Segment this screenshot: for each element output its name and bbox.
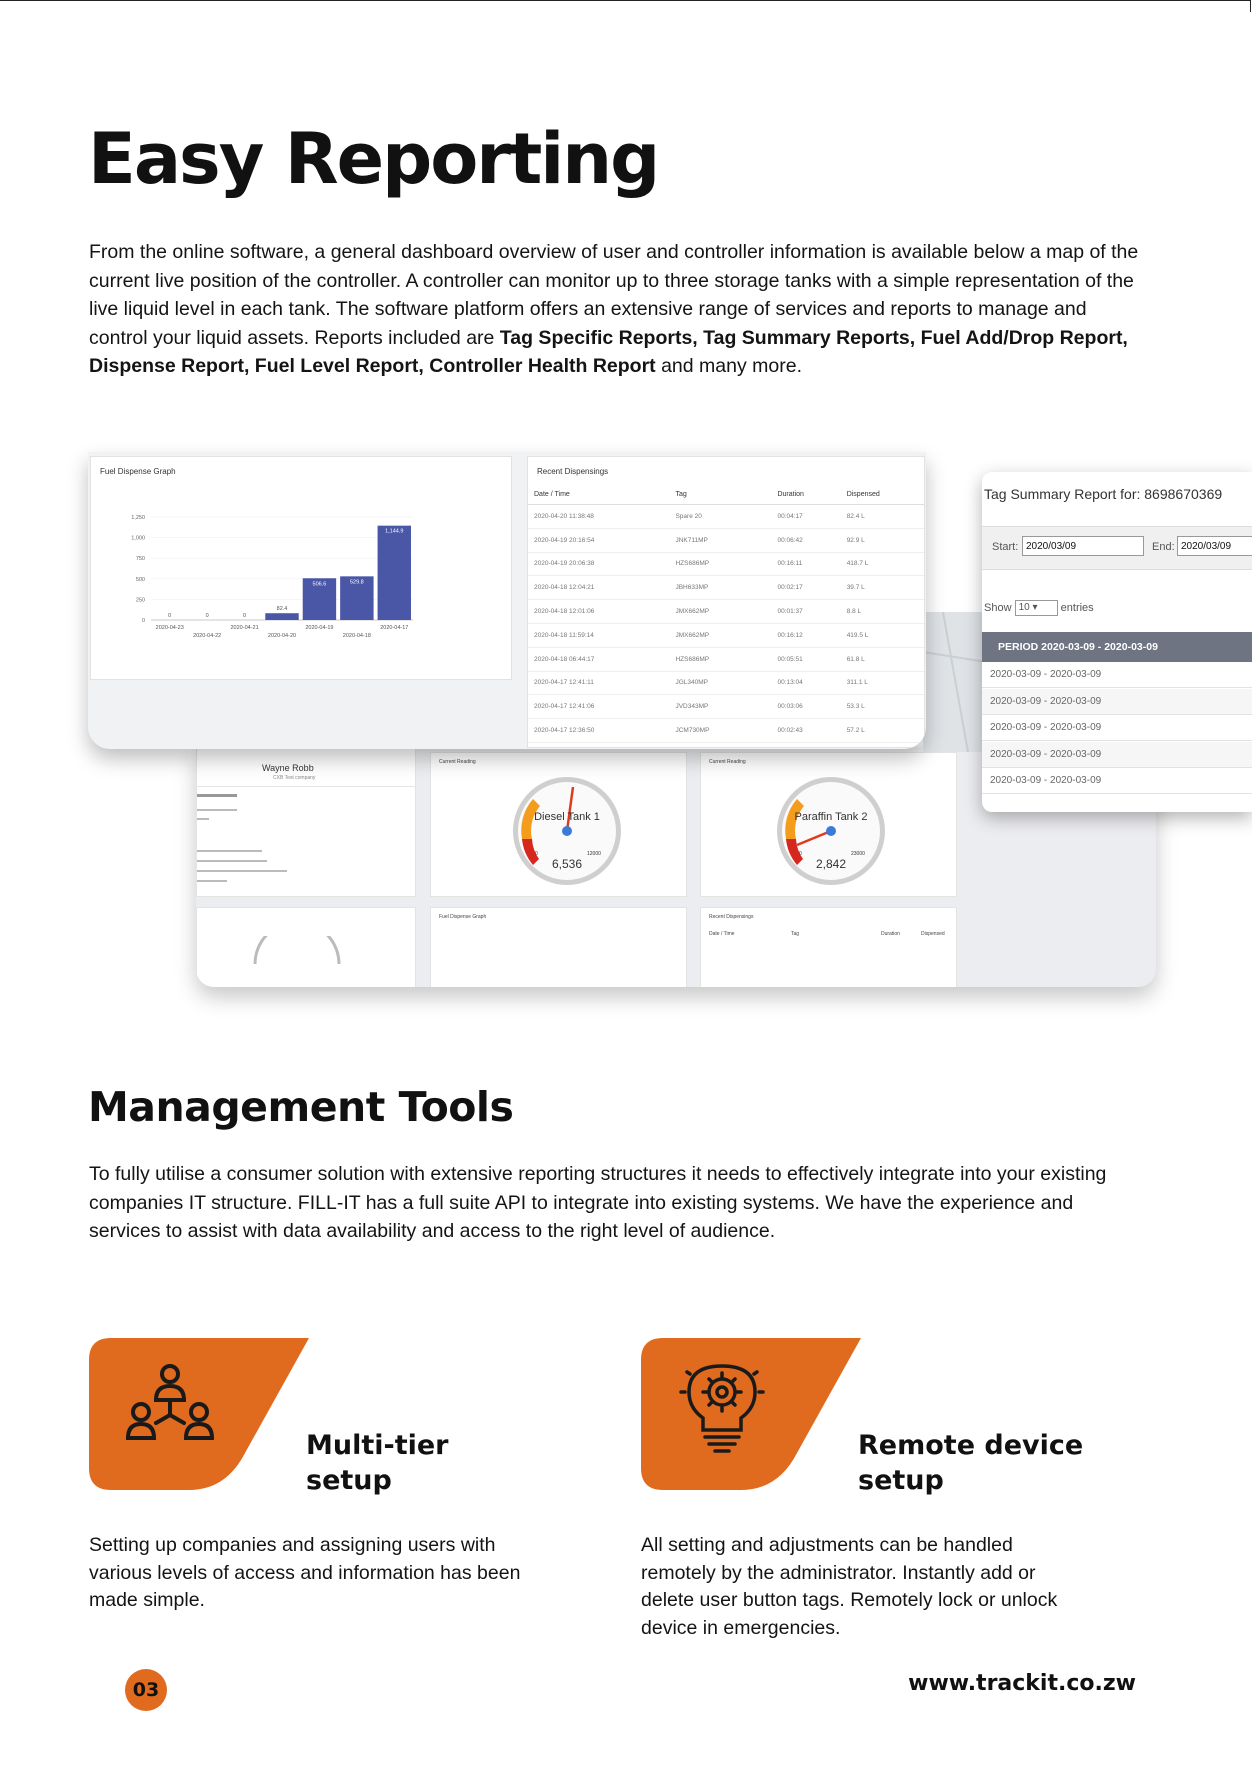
start-label: Start: <box>992 541 1019 553</box>
chart-y-tick: 1,250 <box>131 515 145 521</box>
table-row <box>528 600 924 624</box>
start-date-input[interactable]: 2020/03/09 <box>1022 536 1144 556</box>
entries-select[interactable]: 10 ▾ <box>1015 600 1058 616</box>
table-cell: JMX662MP <box>669 623 771 647</box>
multi-tier-badge <box>89 1338 309 1490</box>
recent-dispensings-table <box>528 485 924 743</box>
lower-card-3: Recent Dispensings Date / Time Tag Duration Dispensed <box>700 907 957 987</box>
table-cell: 00:16:11 <box>771 552 840 576</box>
chart-data-label: 82.4 <box>276 606 288 613</box>
table-cell: 00:01:37 <box>771 600 840 624</box>
gauge-card-diesel <box>430 752 687 897</box>
period-row: 2020-03-09 - 2020-03-09 <box>982 768 1252 794</box>
table-cell: JVD343MP <box>669 695 771 719</box>
period-row: 2020-03-09 - 2020-03-09 <box>982 689 1252 715</box>
table-header-cell[interactable]: Date / Time <box>528 485 669 505</box>
section-title: Management Tools <box>88 1083 514 1131</box>
svg-text:23000: 23000 <box>851 851 865 857</box>
table-cell: 00:02:43 <box>771 719 840 743</box>
svg-text:12000: 12000 <box>587 851 601 857</box>
table-cell: 2020-04-17 12:41:11 <box>528 671 669 695</box>
period-row: 2020-03-09 - 2020-03-09 <box>982 662 1252 688</box>
table-header-cell[interactable]: Dispensed <box>841 485 924 505</box>
gauge-value: 6,536 <box>551 857 583 871</box>
lower-card-1 <box>196 907 416 987</box>
table-cell: 8.8 L <box>841 600 924 624</box>
gauge-name: Paraffin Tank 2 <box>794 811 868 823</box>
chart-y-tick: 750 <box>135 556 145 563</box>
chart-y-tick: 250 <box>135 597 145 604</box>
people-hierarchy-icon <box>125 1360 215 1450</box>
feature-text-multi-tier: Setting up companies and assigning users with various levels of access and information has been made simple. <box>89 1534 521 1611</box>
corner-mark <box>1250 0 1251 12</box>
table-cell: JMX662MP <box>669 600 771 624</box>
page-number-badge: 03 <box>125 1669 167 1711</box>
table-cell: 00:05:51 <box>771 647 840 671</box>
chart-x-tick: 2020-04-22 <box>193 633 222 639</box>
table-cell: 53.3 L <box>841 695 924 719</box>
feature-text-remote-device: All setting and adjustments can be handled remotely by the administrator. Instantly add or delete user button tags. Remotely lock or unlock device in emergencies. <box>641 1534 1058 1639</box>
table-row <box>528 505 924 529</box>
table-cell: 2020-04-19 20:16:54 <box>528 528 669 552</box>
dashboard-screenshot-collage <box>88 452 1252 997</box>
table-cell: HZS686MP <box>669 647 771 671</box>
table-row <box>528 671 924 695</box>
chart-data-label: 0 <box>205 613 209 619</box>
management-paragraph: To fully utilise a consumer solution with extensive reporting structures it needs to effectively integrate into your existing companies IT structure. FILL-IT has a full suite API to integrate into existing systems. We have the experience and services to assist with data availability and access to the right level of audience. <box>89 1163 1107 1242</box>
table-row <box>528 552 924 576</box>
intro-text: From the online software, a general dashboard overview of user and controller information is available below a map of the current live position of the controller. A controller can monitor up to three storage tanks with a simple representation of the live liquid level in each tank. The software platform offers an extensive range of services and reports to manage and control your liquid assets. Reports included are <box>89 241 1139 349</box>
gauge-value: 2,842 <box>815 857 847 871</box>
table-title: Recent Dispensings <box>537 467 609 476</box>
end-label: End: <box>1152 541 1175 553</box>
table-cell: 00:06:42 <box>771 528 840 552</box>
table-cell: 92.9 L <box>841 528 924 552</box>
graph-title: Fuel Dispense Graph <box>100 467 176 476</box>
table-cell: JBH633MP <box>669 576 771 600</box>
chart-bar <box>265 613 298 620</box>
table-cell: 2020-04-17 12:36:50 <box>528 719 669 743</box>
feature-title-remote-device: Remote device setup <box>858 1430 1084 1496</box>
period-row: 2020-03-09 - 2020-03-09 <box>982 742 1252 768</box>
recent-dispensings-card <box>527 456 925 748</box>
table-cell: 2020-04-18 12:01:06 <box>528 600 669 624</box>
chart-y-tick: 1,000 <box>131 535 145 542</box>
table-cell: 82.4 L <box>841 505 924 529</box>
table-cell: JGL340MP <box>669 671 771 695</box>
chart-y-tick: 500 <box>135 576 145 583</box>
top-border-line <box>0 0 1250 1</box>
dispense-dashboard-screenshot <box>88 452 926 749</box>
table-row <box>528 647 924 671</box>
table-row <box>528 576 924 600</box>
table-cell: 2020-04-17 12:41:06 <box>528 695 669 719</box>
gauge-card-paraffin <box>700 752 957 897</box>
chart-data-label: 529.8 <box>349 579 364 586</box>
table-cell: 2020-04-18 12:04:21 <box>528 576 669 600</box>
chart-x-tick: 2020-04-20 <box>267 633 297 639</box>
user-company: CXB Test company <box>273 775 316 781</box>
website-url[interactable]: www.trackit.co.zw <box>908 1671 1136 1696</box>
user-info-card <box>196 747 416 897</box>
table-cell: HZS686MP <box>669 552 771 576</box>
table-row <box>528 719 924 743</box>
gauge-card-title: Current Reading <box>439 759 476 765</box>
chart-bar <box>378 526 411 620</box>
report-title: Tag Summary Report for: 8698670369 <box>984 486 1223 502</box>
period-row: 2020-03-09 - 2020-03-09 <box>982 715 1252 741</box>
chart-y-tick: 0 <box>141 618 145 624</box>
period-header: PERIOD 2020-03-09 - 2020-03-09 <box>982 632 1252 662</box>
table-cell: 00:02:17 <box>771 576 840 600</box>
intro-paragraph <box>89 238 1149 381</box>
end-date-input[interactable]: 2020/03/09 <box>1177 536 1252 556</box>
table-header-cell[interactable]: Tag <box>669 485 771 505</box>
chart-x-tick: 2020-04-21 <box>230 625 259 631</box>
page-title: Easy Reporting <box>88 118 659 200</box>
table-cell: 419.5 L <box>841 623 924 647</box>
chart-x-tick: 2020-04-23 <box>155 625 184 631</box>
table-cell: 2020-04-18 11:59:14 <box>528 623 669 647</box>
user-name: Wayne Robb <box>262 763 314 773</box>
intro-text-end: and many more. <box>655 355 802 377</box>
chart-data-label: 506.6 <box>312 581 327 588</box>
table-cell: JNK711MP <box>669 528 771 552</box>
entries-selector: Show 10 ▾ entries <box>984 600 1094 616</box>
table-cell: JCM730MP <box>669 719 771 743</box>
gear-bulb-icon <box>679 1358 765 1458</box>
remote-device-badge <box>641 1338 861 1490</box>
table-cell: 2020-04-20 11:38:48 <box>528 505 669 529</box>
table-cell: 61.8 L <box>841 647 924 671</box>
table-cell: 00:04:17 <box>771 505 840 529</box>
table-cell: 00:03:06 <box>771 695 840 719</box>
table-row <box>528 623 924 647</box>
table-cell: 2020-04-19 20:06:38 <box>528 552 669 576</box>
table-cell: Spare 20 <box>669 505 771 529</box>
table-row <box>528 528 924 552</box>
table-header-cell[interactable]: Duration <box>771 485 840 505</box>
table-cell: 39.7 L <box>841 576 924 600</box>
svg-text:0: 0 <box>535 851 538 857</box>
chart-data-label: 0 <box>168 613 172 619</box>
fuel-dispense-graph-card <box>90 456 512 680</box>
table-cell: 418.7 L <box>841 552 924 576</box>
table-cell: 311.1 L <box>841 671 924 695</box>
svg-text:0: 0 <box>799 851 802 857</box>
report-filter-bar <box>982 526 1252 570</box>
table-cell: 57.2 L <box>841 719 924 743</box>
lower-card-2: Fuel Dispense Graph <box>430 907 687 987</box>
fuel-dispense-bar-chart <box>91 457 511 679</box>
tag-summary-report-screenshot <box>982 472 1252 812</box>
chart-x-tick: 2020-04-17 <box>380 625 409 631</box>
chart-data-label: 0 <box>243 613 247 619</box>
table-cell: 2020-04-18 06:44:17 <box>528 647 669 671</box>
paraffin-gauge <box>775 775 887 887</box>
table-cell: 00:13:04 <box>771 671 840 695</box>
intro-reports-list: Tag Specific Reports, Tag Summary Reports, Fuel Add/Drop Report, Dispense Report, Fuel Level Report, Controller Health Report <box>89 326 1128 377</box>
diesel-gauge <box>511 775 623 887</box>
chart-x-tick: 2020-04-18 <box>342 633 371 639</box>
feature-title-multi-tier: Multi-tier setup <box>306 1430 449 1496</box>
chart-data-label: 1,144.9 <box>385 528 404 535</box>
gauge-card-title: Current Reading <box>709 759 746 765</box>
table-cell: 00:16:12 <box>771 623 840 647</box>
table-row <box>528 695 924 719</box>
gauge-name: Diesel Tank 1 <box>534 811 600 823</box>
chart-x-tick: 2020-04-19 <box>305 625 334 631</box>
